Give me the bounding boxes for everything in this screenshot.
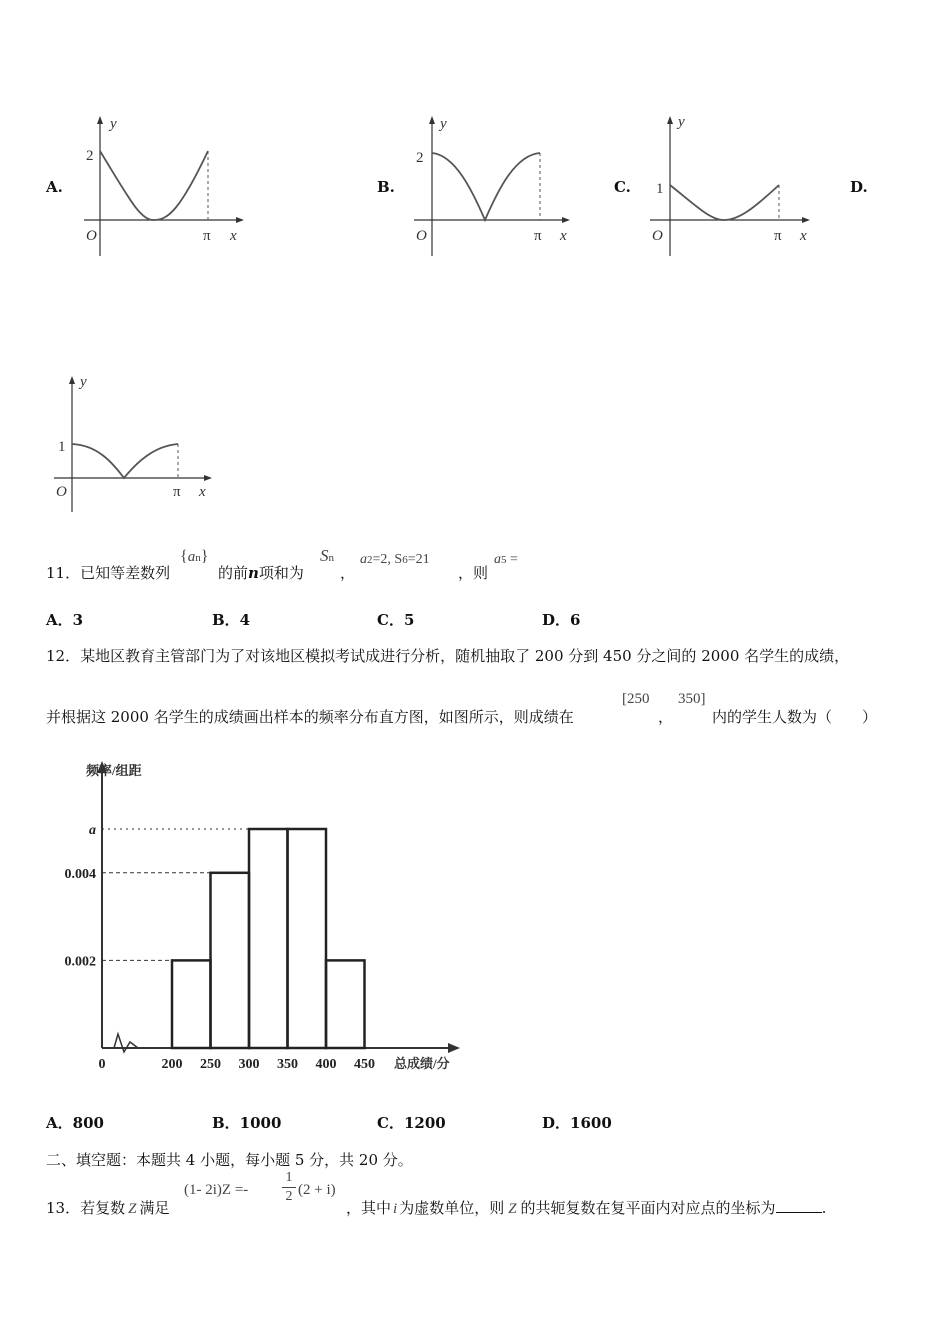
q12-interval-right: 350]	[678, 691, 706, 707]
q11-number: 11．已知等差数列	[46, 564, 171, 582]
histogram-bar	[249, 829, 288, 1048]
x-axis-title: 总成绩/分	[394, 1056, 450, 1071]
q12-interval-left: [250	[622, 691, 650, 707]
q12-line1: 12．某地区教育主管部门为了对该地区模拟考试成进行分析，随机抽取了 200 分到 450 分之间的 2000 名学生的成绩，	[46, 647, 850, 665]
graph-option-c	[640, 110, 830, 260]
q13-fraction: 1 2	[282, 1170, 296, 1205]
x-tick-label: 350	[277, 1057, 298, 1072]
option-letter-a: A.	[46, 178, 63, 196]
x-axis-arrow	[448, 1043, 460, 1053]
x-tick-label: 0	[98, 1057, 106, 1072]
q11-option-d: D．6	[542, 611, 581, 629]
pi-label: π	[534, 228, 542, 244]
origin-label: O	[416, 228, 427, 244]
axis-break	[114, 1034, 138, 1052]
x-axis-label: x	[800, 228, 807, 244]
q11-sum-notation: Sn	[320, 546, 334, 565]
x-tick-label: 250	[200, 1057, 221, 1072]
peak-label: 2	[416, 150, 424, 166]
q11-then: ，则	[458, 564, 489, 582]
peak-label: 1	[656, 181, 664, 197]
q13-tail: ，其中 i 为虚数单位，则 Z 的共轭复数在复平面内对应点的坐标为 .	[346, 1199, 827, 1217]
origin-label: O	[652, 228, 663, 244]
histogram-bar	[211, 873, 250, 1048]
y-axis-label: y	[110, 116, 117, 132]
q13-equation-right: (2 + i)	[298, 1182, 336, 1198]
option-letter-b: B.	[377, 178, 395, 196]
x-tick-label: 300	[238, 1057, 260, 1072]
x-tick-label: 450	[354, 1057, 375, 1072]
pi-label: π	[203, 228, 211, 244]
histogram-bar	[172, 960, 211, 1048]
q12-option-a: A．800	[46, 1114, 104, 1132]
q11-text	[46, 562, 170, 583]
origin-label: O	[86, 228, 97, 244]
histogram-bar	[326, 960, 365, 1048]
q11-condition: a2=2, S6=21	[360, 552, 430, 567]
q12-option-b: B．1000	[212, 1114, 282, 1132]
q11-comma: ，	[340, 564, 356, 582]
peak-label: 1	[58, 439, 66, 455]
peak-label: 2	[86, 148, 94, 164]
x-axis-label: x	[230, 228, 237, 244]
section-title: 二、填空题：本题共 4 小题，每小题 5 分，共 20 分。	[46, 1151, 413, 1169]
histogram-bar	[288, 829, 327, 1048]
x-tick-label: 400	[315, 1057, 337, 1072]
graph-option-a	[70, 110, 260, 260]
y-axis-title: 频率/组距	[86, 763, 142, 778]
q12-option-c: C．1200	[377, 1114, 446, 1132]
pi-label: π	[774, 228, 782, 244]
y-tick-label: 0.002	[64, 954, 96, 970]
q13-equation-left: (1- 2i)Z =-	[184, 1182, 249, 1198]
origin-label: O	[56, 484, 67, 500]
q12-option-d: D．1600	[542, 1114, 612, 1132]
x-tick-label: 200	[161, 1057, 183, 1072]
q13-prefix: 13．若复数 Z 满足	[46, 1199, 170, 1217]
q11-sequence-notation: {an}	[180, 548, 209, 565]
x-axis-label: x	[199, 484, 206, 500]
x-axis-label: x	[560, 228, 567, 244]
option-letter-c: C.	[614, 178, 631, 196]
graph-option-d	[42, 372, 232, 517]
q11-option-a: A．3	[46, 611, 84, 629]
y-tick-label: a	[89, 823, 96, 838]
option-letter-d: D.	[850, 178, 868, 196]
pi-label: π	[173, 484, 181, 500]
q11-ask: a5 =	[494, 552, 518, 567]
q11-option-c: C．5	[377, 611, 415, 629]
q12-interval-comma: ，	[658, 708, 674, 726]
q11-option-b: B．4	[212, 611, 251, 629]
q11-text-mid: 的前n项和为	[218, 564, 304, 582]
frequency-histogram	[46, 755, 476, 1085]
answer-blank	[776, 1200, 822, 1213]
q12-line2-a: 并根据这 2000 名学生的成绩画出样本的频率分布直方图，如图所示，则成绩在	[46, 708, 574, 726]
graph-option-b	[400, 110, 590, 260]
y-tick-label: 0.004	[64, 866, 96, 882]
y-axis-label: y	[80, 374, 87, 390]
y-axis-label: y	[440, 116, 447, 132]
q12-line2-b: 内的学生人数为（ ）	[712, 708, 878, 726]
y-axis-label: y	[678, 114, 685, 130]
